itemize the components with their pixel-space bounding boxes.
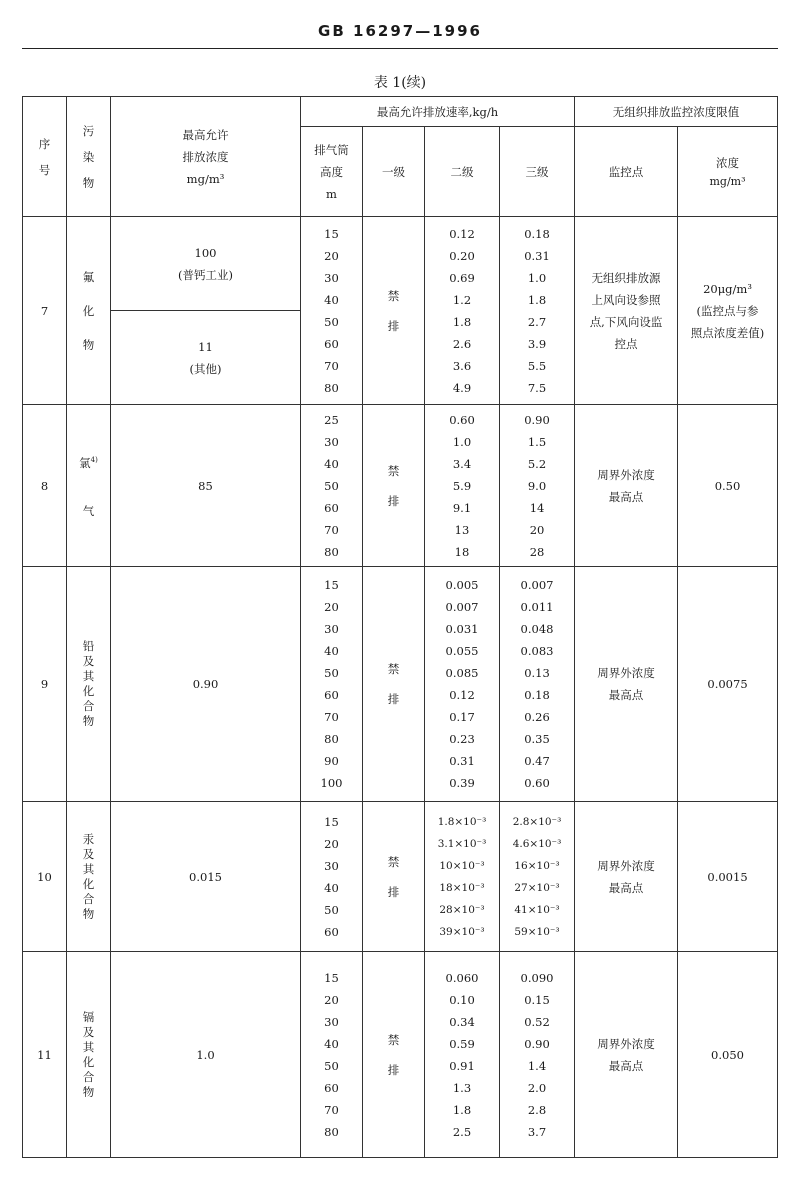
cell-line: 2.7 xyxy=(527,314,547,329)
cell-line: 及 xyxy=(82,1024,95,1039)
max-conc-value: 100 xyxy=(194,245,217,260)
cell-line: 1.4 xyxy=(527,1058,547,1073)
cell-line: 60 xyxy=(324,1080,339,1095)
cell-line: 90 xyxy=(324,754,339,768)
footnote-mark: 4) xyxy=(90,456,98,465)
header-pollutant-text: 污 染 物 xyxy=(82,123,95,190)
cell-line: 合 xyxy=(82,1069,95,1084)
cell-line: 0.007 xyxy=(520,578,554,592)
cell-line: 化 xyxy=(82,876,95,891)
emission-limits-table xyxy=(22,96,778,1158)
level3-cell xyxy=(500,405,575,567)
cell-line: 30 xyxy=(324,858,339,873)
cell-line: (监控点与参 xyxy=(696,303,759,318)
cell-line: 0.39 xyxy=(449,776,475,790)
pollutant-char xyxy=(67,436,110,487)
cell-line: 1.0 xyxy=(452,434,472,449)
cell-line: 18×10⁻³ xyxy=(439,881,485,894)
header-pollutant xyxy=(67,97,111,217)
cell-line: 15 xyxy=(324,226,339,241)
cell-line: 1.8 xyxy=(527,292,547,307)
pollutant-main-char: 氯 xyxy=(79,455,91,470)
header-max-conc-unit: mg/m³ xyxy=(186,171,225,186)
cell-line: 其 xyxy=(82,1039,95,1054)
cell-line: 41×10⁻³ xyxy=(514,903,560,916)
cell-line: 0.35 xyxy=(524,732,550,746)
cell-line: 0.18 xyxy=(524,226,550,241)
pollutant-char: 气 xyxy=(82,503,95,518)
cell-line: 禁 xyxy=(387,288,400,303)
cell-line: 物 xyxy=(82,906,95,921)
cell-line: 3.9 xyxy=(527,336,547,351)
cell-line: 1.0 xyxy=(527,270,547,285)
cell-line: 0.31 xyxy=(524,248,550,263)
max-conc-cell xyxy=(111,311,301,405)
cell-line: 禁 xyxy=(387,463,400,478)
header-stack-height-unit: m xyxy=(326,186,337,201)
cell-line: 0.20 xyxy=(449,248,475,263)
header-stack-height-line1: 排气筒 xyxy=(314,142,349,157)
cell-line: 0.59 xyxy=(449,1036,475,1051)
max-conc-cell: 0.90 xyxy=(111,567,301,802)
cell-line: 9.0 xyxy=(527,478,547,493)
cell-line: 70 xyxy=(324,1102,339,1117)
cell-line: 最高点 xyxy=(608,1058,644,1073)
cell-line: 排 xyxy=(387,318,400,333)
monitor-point-cell xyxy=(575,802,678,952)
cell-line: 50 xyxy=(324,902,339,917)
cell-line: 物 xyxy=(82,714,95,728)
header-concentration-label: 浓度 xyxy=(716,156,740,170)
max-conc-note: (其他) xyxy=(189,361,222,376)
header-max-conc-line1: 最高允许 xyxy=(182,127,229,142)
cell-line: 0.13 xyxy=(524,666,550,680)
cell-line: 0.17 xyxy=(449,710,475,724)
cell-line: 0.085 xyxy=(445,666,479,680)
cell-line: 39×10⁻³ xyxy=(439,925,485,938)
level2-cell xyxy=(425,405,500,567)
cell-line: 其 xyxy=(82,669,95,683)
concentration-cell: 0.0075 xyxy=(678,567,778,802)
cell-line: 合 xyxy=(82,891,95,906)
cell-line: 60 xyxy=(324,688,339,702)
cell-line: 70 xyxy=(324,522,339,537)
cell-line: 2.6 xyxy=(452,336,472,351)
max-conc-cell: 85 xyxy=(111,405,301,567)
table-caption: 表 1(续) xyxy=(373,75,427,91)
cell-line: 0.12 xyxy=(449,226,475,241)
table-row-8 xyxy=(23,405,778,567)
cell-line: 合 xyxy=(82,699,95,713)
cell-line: 15 xyxy=(324,814,339,829)
monitor-point-cell xyxy=(575,952,678,1158)
header-seq xyxy=(23,97,67,217)
cell-line: 1.2 xyxy=(452,292,472,307)
header-stack-height xyxy=(301,127,363,217)
cell-line: 1.8 xyxy=(452,1102,472,1117)
level3-cell xyxy=(500,567,575,802)
cell-line: 照点浓度差值) xyxy=(690,325,765,340)
stack-height-cell xyxy=(301,405,363,567)
cell-line: 周界外浓度 xyxy=(597,666,655,680)
cell-line: 2.5 xyxy=(452,1124,472,1139)
cell-line: 50 xyxy=(324,666,339,680)
seq-cell: 9 xyxy=(23,567,67,802)
cell-line: 0.52 xyxy=(524,1014,550,1029)
table-row-7a xyxy=(23,217,778,311)
concentration-cell: 0.050 xyxy=(678,952,778,1158)
cell-line: 15 xyxy=(324,578,339,592)
cell-line: 4.9 xyxy=(452,380,472,395)
cell-line: 40 xyxy=(324,1036,339,1051)
cell-line: 3.6 xyxy=(452,358,472,373)
cell-line: 及 xyxy=(82,654,95,668)
cell-line: 3.1×10⁻³ xyxy=(437,837,487,850)
cell-line: 周界外浓度 xyxy=(597,858,655,873)
cell-line: 18 xyxy=(454,544,470,559)
cell-line: 汞 xyxy=(82,831,95,846)
stack-height-cell xyxy=(301,567,363,802)
pollutant-char: 氟 xyxy=(82,269,95,284)
cell-line: 其 xyxy=(82,861,95,876)
header-fugitive-group: 无组织排放监控浓度限值 xyxy=(575,97,778,127)
cell-line: 2.8 xyxy=(527,1102,547,1117)
cell-line: 16×10⁻³ xyxy=(514,859,560,872)
pollutant-char: 化 xyxy=(82,303,95,318)
cell-line: 80 xyxy=(324,1124,339,1139)
cell-line: 最高点 xyxy=(608,880,644,895)
cell-line: 10×10⁻³ xyxy=(439,859,485,872)
cell-line: 0.31 xyxy=(449,754,475,768)
cell-line: 0.10 xyxy=(449,992,475,1007)
cell-line: 30 xyxy=(324,1014,339,1029)
monitor-point-cell xyxy=(575,567,678,802)
level2-cell xyxy=(425,217,500,405)
cell-line: 0.60 xyxy=(524,776,550,790)
cell-line: 20 xyxy=(324,248,339,263)
cell-line: 点,下风向设监 xyxy=(589,314,663,329)
table-row-10 xyxy=(23,802,778,952)
concentration-cell xyxy=(678,217,778,405)
header-concentration xyxy=(678,127,778,217)
cell-line: 化 xyxy=(82,1054,95,1069)
header-rate-group: 最高允许排放速率,kg/h xyxy=(301,97,575,127)
max-conc-cell: 1.0 xyxy=(111,952,301,1158)
cell-line: 物 xyxy=(82,1084,95,1099)
header-level3: 三级 xyxy=(500,127,575,217)
table-row-11 xyxy=(23,952,778,1158)
cell-line: 1.3 xyxy=(452,1080,472,1095)
cell-line: 50 xyxy=(324,314,339,329)
level1-cell xyxy=(363,952,425,1158)
cell-line: 0.055 xyxy=(445,644,479,658)
seq-cell: 8 xyxy=(23,405,67,567)
cell-line: 1.8 xyxy=(452,314,472,329)
cell-line: 0.18 xyxy=(524,688,550,702)
cell-line: 禁 xyxy=(387,662,400,676)
cell-line: 2.0 xyxy=(527,1080,547,1095)
stack-height-cell xyxy=(301,802,363,952)
cell-line: 28 xyxy=(529,544,545,559)
cell-line: 化 xyxy=(82,684,95,698)
cell-line: 30 xyxy=(324,622,339,636)
cell-line: 80 xyxy=(324,544,339,559)
cell-line: 0.34 xyxy=(449,1014,475,1029)
cell-line: 5.2 xyxy=(527,456,547,471)
cell-line: 15 xyxy=(324,970,339,985)
cell-line: 30 xyxy=(324,434,339,449)
max-conc-cell xyxy=(111,217,301,311)
cell-line: 0.005 xyxy=(445,578,479,592)
max-conc-note: (普钙工业) xyxy=(178,267,233,282)
header-rule xyxy=(22,48,778,49)
cell-line: 0.47 xyxy=(524,754,550,768)
cell-line: 5.5 xyxy=(527,358,547,373)
level3-cell xyxy=(500,952,575,1158)
cell-line: 禁 xyxy=(387,1032,400,1047)
cell-line: 0.60 xyxy=(449,412,475,427)
header-max-conc-line2: 排放浓度 xyxy=(182,149,229,164)
header-max-conc xyxy=(111,97,301,217)
cell-line: 1.5 xyxy=(527,434,547,449)
monitor-point-cell xyxy=(575,217,678,405)
level1-cell xyxy=(363,405,425,567)
pollutant-cell xyxy=(67,567,111,802)
pollutant-cell xyxy=(67,952,111,1158)
cell-line: 最高点 xyxy=(608,489,644,504)
cell-line: 及 xyxy=(82,846,95,861)
seq-cell: 10 xyxy=(23,802,67,952)
cell-line: 20μg/m³ xyxy=(703,281,752,296)
cell-line: 控点 xyxy=(614,336,638,351)
cell-line: 50 xyxy=(324,478,339,493)
standard-number: GB 16297—1996 xyxy=(318,22,482,40)
stack-height-cell xyxy=(301,217,363,405)
pollutant-char: 物 xyxy=(82,337,95,352)
cell-line: 80 xyxy=(324,732,339,746)
cell-line: 0.23 xyxy=(449,732,475,746)
cell-line: 70 xyxy=(324,358,339,373)
header-level2: 二级 xyxy=(425,127,500,217)
cell-line: 最高点 xyxy=(608,688,644,702)
stack-height-cell xyxy=(301,952,363,1158)
cell-line: 3.7 xyxy=(527,1124,547,1139)
cell-line: 27×10⁻³ xyxy=(514,881,560,894)
cell-line: 9.1 xyxy=(452,500,472,515)
cell-line: 100 xyxy=(320,776,343,790)
cell-line: 0.031 xyxy=(445,622,479,636)
header-level1: 一级 xyxy=(363,127,425,217)
cell-line: 周界外浓度 xyxy=(597,1036,655,1051)
cell-line: 25 xyxy=(324,412,339,427)
level1-cell xyxy=(363,802,425,952)
cell-line: 排 xyxy=(387,692,400,706)
cell-line: 0.90 xyxy=(524,412,550,427)
cell-line: 4.6×10⁻³ xyxy=(512,837,562,850)
cell-line: 0.69 xyxy=(449,270,475,285)
cell-line: 0.90 xyxy=(524,1036,550,1051)
header-seq-text: 序 号 xyxy=(38,136,51,177)
cell-line: 59×10⁻³ xyxy=(514,925,560,938)
cell-line: 13 xyxy=(454,522,470,537)
level3-cell xyxy=(500,802,575,952)
cell-line: 0.91 xyxy=(449,1058,475,1073)
header-stack-height-line2: 高度 xyxy=(320,164,343,179)
cell-line: 3.4 xyxy=(452,456,472,471)
header-concentration-unit: mg/m³ xyxy=(709,175,746,188)
cell-line: 40 xyxy=(324,880,339,895)
cell-line: 60 xyxy=(324,924,339,939)
concentration-cell: 0.50 xyxy=(678,405,778,567)
monitor-point-cell xyxy=(575,405,678,567)
level2-cell xyxy=(425,567,500,802)
max-conc-value: 11 xyxy=(198,339,213,354)
cell-line: 80 xyxy=(324,380,339,395)
cell-line: 0.083 xyxy=(520,644,554,658)
cell-line: 排 xyxy=(387,493,400,508)
table-row-9 xyxy=(23,567,778,802)
cell-line: 0.15 xyxy=(524,992,550,1007)
level1-cell xyxy=(363,567,425,802)
cell-line: 70 xyxy=(324,710,339,724)
cell-line: 7.5 xyxy=(527,380,547,395)
cell-line: 40 xyxy=(324,292,339,307)
cell-line: 0.007 xyxy=(445,600,479,614)
cell-line: 60 xyxy=(324,500,339,515)
pollutant-cell xyxy=(67,802,111,952)
cell-line: 镉 xyxy=(82,1009,95,1024)
cell-line: 20 xyxy=(324,600,339,614)
cell-line: 40 xyxy=(324,644,339,658)
cell-line: 无组织排放源 xyxy=(591,270,661,285)
seq-cell: 7 xyxy=(23,217,67,405)
cell-line: 0.060 xyxy=(445,970,479,985)
cell-line: 20 xyxy=(529,522,545,537)
cell-line: 14 xyxy=(529,500,545,515)
cell-line: 上风向设参照 xyxy=(591,292,661,307)
level1-cell xyxy=(363,217,425,405)
cell-line: 60 xyxy=(324,336,339,351)
cell-line: 0.090 xyxy=(520,970,554,985)
level3-cell xyxy=(500,217,575,405)
cell-line: 0.048 xyxy=(520,622,554,636)
cell-line: 禁 xyxy=(387,854,400,869)
cell-line: 40 xyxy=(324,456,339,471)
cell-line: 铅 xyxy=(82,639,95,653)
pollutant-cell xyxy=(67,217,111,405)
pollutant-cell xyxy=(67,405,111,567)
seq-cell: 11 xyxy=(23,952,67,1158)
cell-line: 2.8×10⁻³ xyxy=(512,815,562,828)
cell-line: 0.011 xyxy=(520,600,554,614)
cell-line: 50 xyxy=(324,1058,339,1073)
cell-line: 0.12 xyxy=(449,688,475,702)
concentration-cell: 0.0015 xyxy=(678,802,778,952)
cell-line: 30 xyxy=(324,270,339,285)
cell-line: 周界外浓度 xyxy=(597,467,655,482)
cell-line: 1.8×10⁻³ xyxy=(437,815,487,828)
level2-cell xyxy=(425,802,500,952)
header-row-1 xyxy=(23,97,778,127)
cell-line: 0.26 xyxy=(524,710,550,724)
cell-line: 20 xyxy=(324,836,339,851)
header-monitor-point: 监控点 xyxy=(575,127,678,217)
cell-line: 排 xyxy=(387,1062,400,1077)
cell-line: 5.9 xyxy=(452,478,472,493)
max-conc-cell: 0.015 xyxy=(111,802,301,952)
cell-line: 20 xyxy=(324,992,339,1007)
cell-line: 排 xyxy=(387,884,400,899)
level2-cell xyxy=(425,952,500,1158)
cell-line: 28×10⁻³ xyxy=(439,903,485,916)
